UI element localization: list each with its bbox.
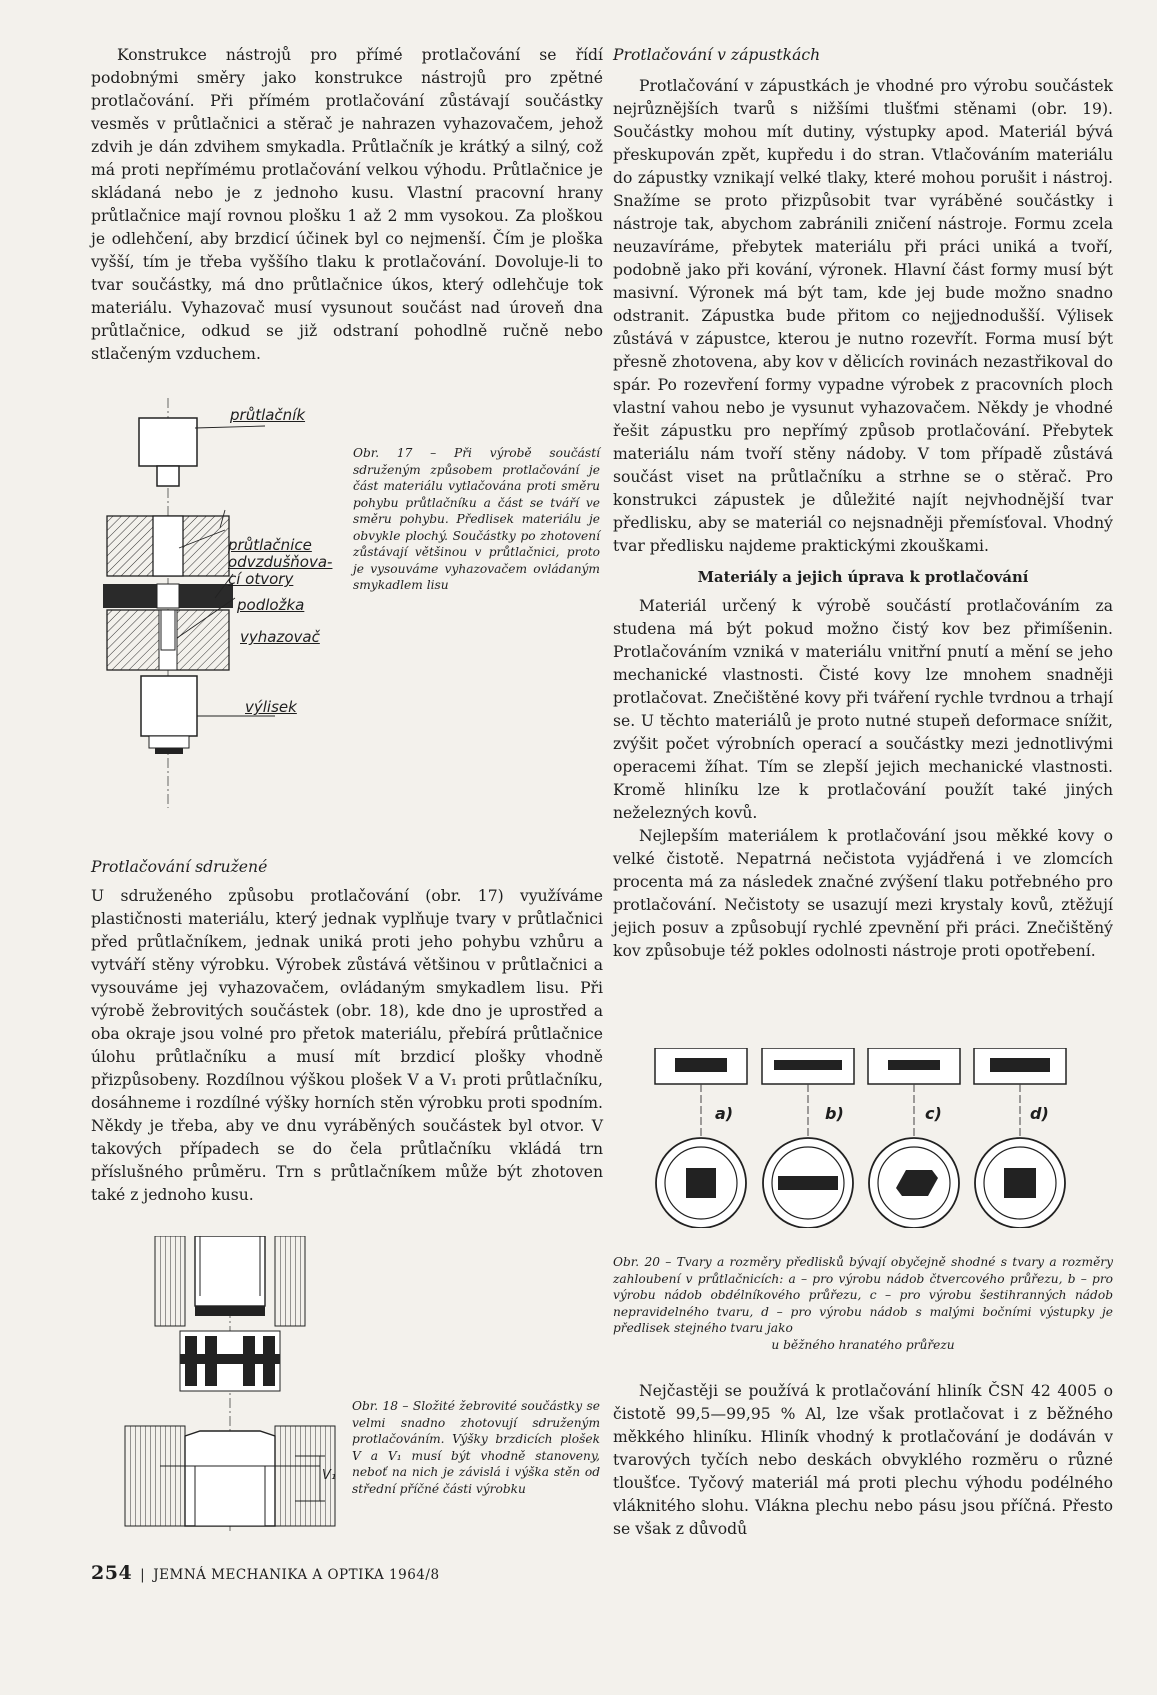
figure-18-drawing (120, 1236, 340, 1536)
heading-die-extrusion: Protlačování v zápustkách (613, 46, 821, 64)
footer-separator: | (140, 1567, 146, 1583)
left-column (91, 44, 603, 389)
label-ejector: vyhazovač (240, 628, 320, 646)
paragraph-aluminium: Nejčastěji se používá k protlačování hliník ČSN 42 4005 o čistotě 99,5—99,95 % Al, lze však protlačovat i z běžného měkkého hliníku. Hliník vhodný k protlačování je dodáván v tvarových tyčích nebo deskách obvyklého rozměru o různé tloušťce. Tyčový materiál má proti plechu výhodu podélného vláknitého slohu. Vlákna plechu nebo pásu jsou příčná. Přesto se však z důvodů (613, 1382, 1113, 1538)
fig20-letter-a: a) (715, 1104, 734, 1123)
figure-18-caption: Obr. 18 – Složité žebrovité součástky se velmi snadno zhotovují sdruženým protlačováním. Výšky brzdicích plošek V a V₁ musí být vhodně stanoveny, neboť na nich je závislá i výška stěn od střední příčné části výrobku (352, 1399, 600, 1496)
figure-17-caption: Obr. 17 – Při výrobě součástí sdruženým způsobem protlačování je část materiálu vytlačována proti směru pohybu průtlačníku a část se tváří ve směru pohybu. Předlisek materiálu je obvykle plochý. Součástky po zhotovení zůstávají většinou v průtlačnici, proto je vysouváme vyhazovačem ovládaným smykadlem lisu (353, 446, 600, 592)
label-support-plate: podložka (237, 596, 305, 614)
fig20-letter-c: c) (925, 1104, 942, 1123)
figure-18 (120, 1236, 340, 1536)
figure-17 (95, 398, 335, 818)
journal-name: JEMNÁ MECHANIKA A OPTIKA 1964/8 (153, 1567, 440, 1583)
fig20-letter-d: d) (1030, 1104, 1049, 1123)
label-product: výlisek (245, 698, 297, 716)
label-vent-1: odvzdušňova- (228, 553, 333, 571)
figure-20 (650, 1048, 1090, 1228)
paragraph-materials-1: Materiál určený k výrobě součástí protlačováním za studena má být pokud možno čistý kov bez přimíšenin. Protlačováním vzniká v materiálu vnitřní pnutí a mění se jeho mechanické vlastnosti. Čisté kovy lze mnohem snadněji protlačovat. Znečištěné kovy při tváření rychle tvrdnou a trhají se. U těchto materiálů je proto nutné stupeň deformace snížit, zvýšit počet výrobních operací a součástky mezi jednotlivými operacemi žíhat. Tím se zlepší jejich mechanické vlastnosti. Kromě hliníku lze k protlačování použít také jiných neželezných kovů. (613, 597, 1113, 822)
right-column-lower (613, 1380, 1113, 1541)
paragraph-materials-2: Nejlepším materiálem k protlačování jsou měkké kovy o velké čistotě. Nepatrná nečistota vyjádřená i ve zlomcích procenta má za následek značné zvýšení tlaku potřebného pro protlačování. Nečistoty se usazují mezi krystaly kovů, ztěžují jejich posuv a způsobují rychlé zpevnění při práci. Znečištěný kov způsobuje též pokles odolnosti nástroje proti opotřebení. (613, 827, 1113, 960)
heading-materials: Materiály a jejich úprava k protlačování (697, 569, 1029, 586)
paragraph-die-extrusion: Protlačování v zápustkách je vhodné pro výrobu součástek nejrůznějších tvarů s nižšími tlušťmi stěnami (obr. 19). Součástky mohou mít dutiny, výstupky apod. Materiál bývá přeskupován zpět, kupředu i do stran. Vtlačováním materiálu do zápustky vznikají velké tlaky, které mohou porušit i nástroj. Snažíme se proto přizpůsobit tvar vyráběné součástky i nástroje tak, abychom zabránili zničení nástroje. Formu zcela neuzavíráme, přebytek materiálu při práci uniká a tvoří, podobně jako při kování, výronek. Hlavní část formy musí být masivní. Výronek má být tam, kde jej bude možno snadno odstranit. Zápustka bude přitom co nejjednodušší. Výlisek zůstává v zápustce, kterou je nutno rozevřít. Forma musí být přesně zhotovena, aby kov v dělicích rovinách nezastřikoval do spár. Po rozevření formy vypadne výrobek z pracovních ploch vlastní vahou nebo je vysunut vyhazovačem. Někdy je vhodné řešit zápustku pro nepřímý způsob protlačování. Přebytek materiálu nám tvoří stěny nádoby. V tom případě zůstává součást viset na průtlačníku a strhne se o stěrač. Pro konstrukci zápustek je důležité najít nejvhodnější tvar předlisku, aby se materiál co nejsnadněji přemísťoval. Vhodný tvar předlisku najdeme praktickými zkouškami. (613, 77, 1113, 555)
fig20-letter-b: b) (825, 1104, 844, 1123)
right-column (613, 44, 1113, 963)
figure-20-caption (613, 1254, 1113, 1353)
label-v1: V₁ (322, 1468, 337, 1483)
page-number: 254 (91, 1562, 133, 1584)
figure-20-drawing (650, 1048, 1090, 1228)
label-vent-2: cí otvory (228, 570, 294, 588)
figure-20-caption-text: Obr. 20 – Tvary a rozměry předlisků bývají obyčejně shodné s tvary a rozměry zahloubení v průtlačnicích: a – pro výrobu nádob čtvercového průřezu, b – pro výrobu nádob obdélníkového průřezu, c – pro výrobu šestihranných nádob nepravidelného tvaru, d – pro výrobu nádob s malými bočními výstupky je předlisek stejného tvaru jako (613, 1255, 1113, 1335)
figure-20-caption-end: u běžného hranatého průřezu (771, 1337, 955, 1352)
paragraph-combined-extrusion: U sdruženého způsobu protlačování (obr. 17) využíváme plastičnosti materiálu, který jednak vyplňuje tvary v průtlačnici před průtlačníkem, jednak uniká proti jeho pohybu vzhůru a vytváří stěny výrobku. Výrobek zůstává většinou v průtlačnici a vysouváme jej vyhazovačem, ovládaným smykadlem lisu. Při výrobě žebrovitých součástek (obr. 18), kde dno je uprostřed a oba okraje jsou volné pro přetok materiálu, přebírá průtlačnice úlohu průtlačníku a musí mít brzdicí plošky vhodně přizpůsobeny. Rozdílnou výškou plošek V a V₁ proti průtlačníku, dosáhneme i rozdílné výšky horních stěn výrobku proti spodním. Někdy je třeba, aby ve dnu vyráběných součástek byl otvor. V takových případech se do čela průtlačníku vkládá trn příslušného průměru. Trn s průtlačníkem může být zhotoven také z jednoho kusu. (91, 887, 603, 1204)
label-punch: průtlačník (230, 406, 306, 424)
left-column-lower (91, 856, 603, 1207)
paragraph-direct-extrusion: Konstrukce nástrojů pro přímé protlačování se řídí podobnými směry jako konstrukce nástrojů pro zpětné protlačování. Při přímém protlačování zůstávají součástky vesměs v průtlačnici a stěrač je nahrazen vyhazovačem, jehož zdvih je dán zdvihem smykadla. Průtlačník je krátký a silný, což má proti nepřímému protlačování velkou výhodu. Průtlačnice je skládaná nebo je z jednoho kusu. Vlastní pracovní hrany průtlačnice mají rovnou plošku 1 až 2 mm vysokou. Za ploškou je odlehčení, aby brzdicí účinek byl co nejmenší. Čím je ploška vyšší, tím je třeba vyššího tlaku k protlačování. Dovoluje-li to tvar součástky, má dno průtlačnice úkos, který odlehčuje tok materiálu. Vyhazovač musí vysunout součást nad úroveň dna průtlačnice, odkud se již odstraní pohodlně ručně nebo stlačeným vzduchem. (91, 46, 603, 363)
label-die: průtlačnice (228, 536, 312, 554)
page-footer (91, 1562, 440, 1584)
heading-combined-extrusion: Protlačování sdružené (91, 858, 268, 876)
